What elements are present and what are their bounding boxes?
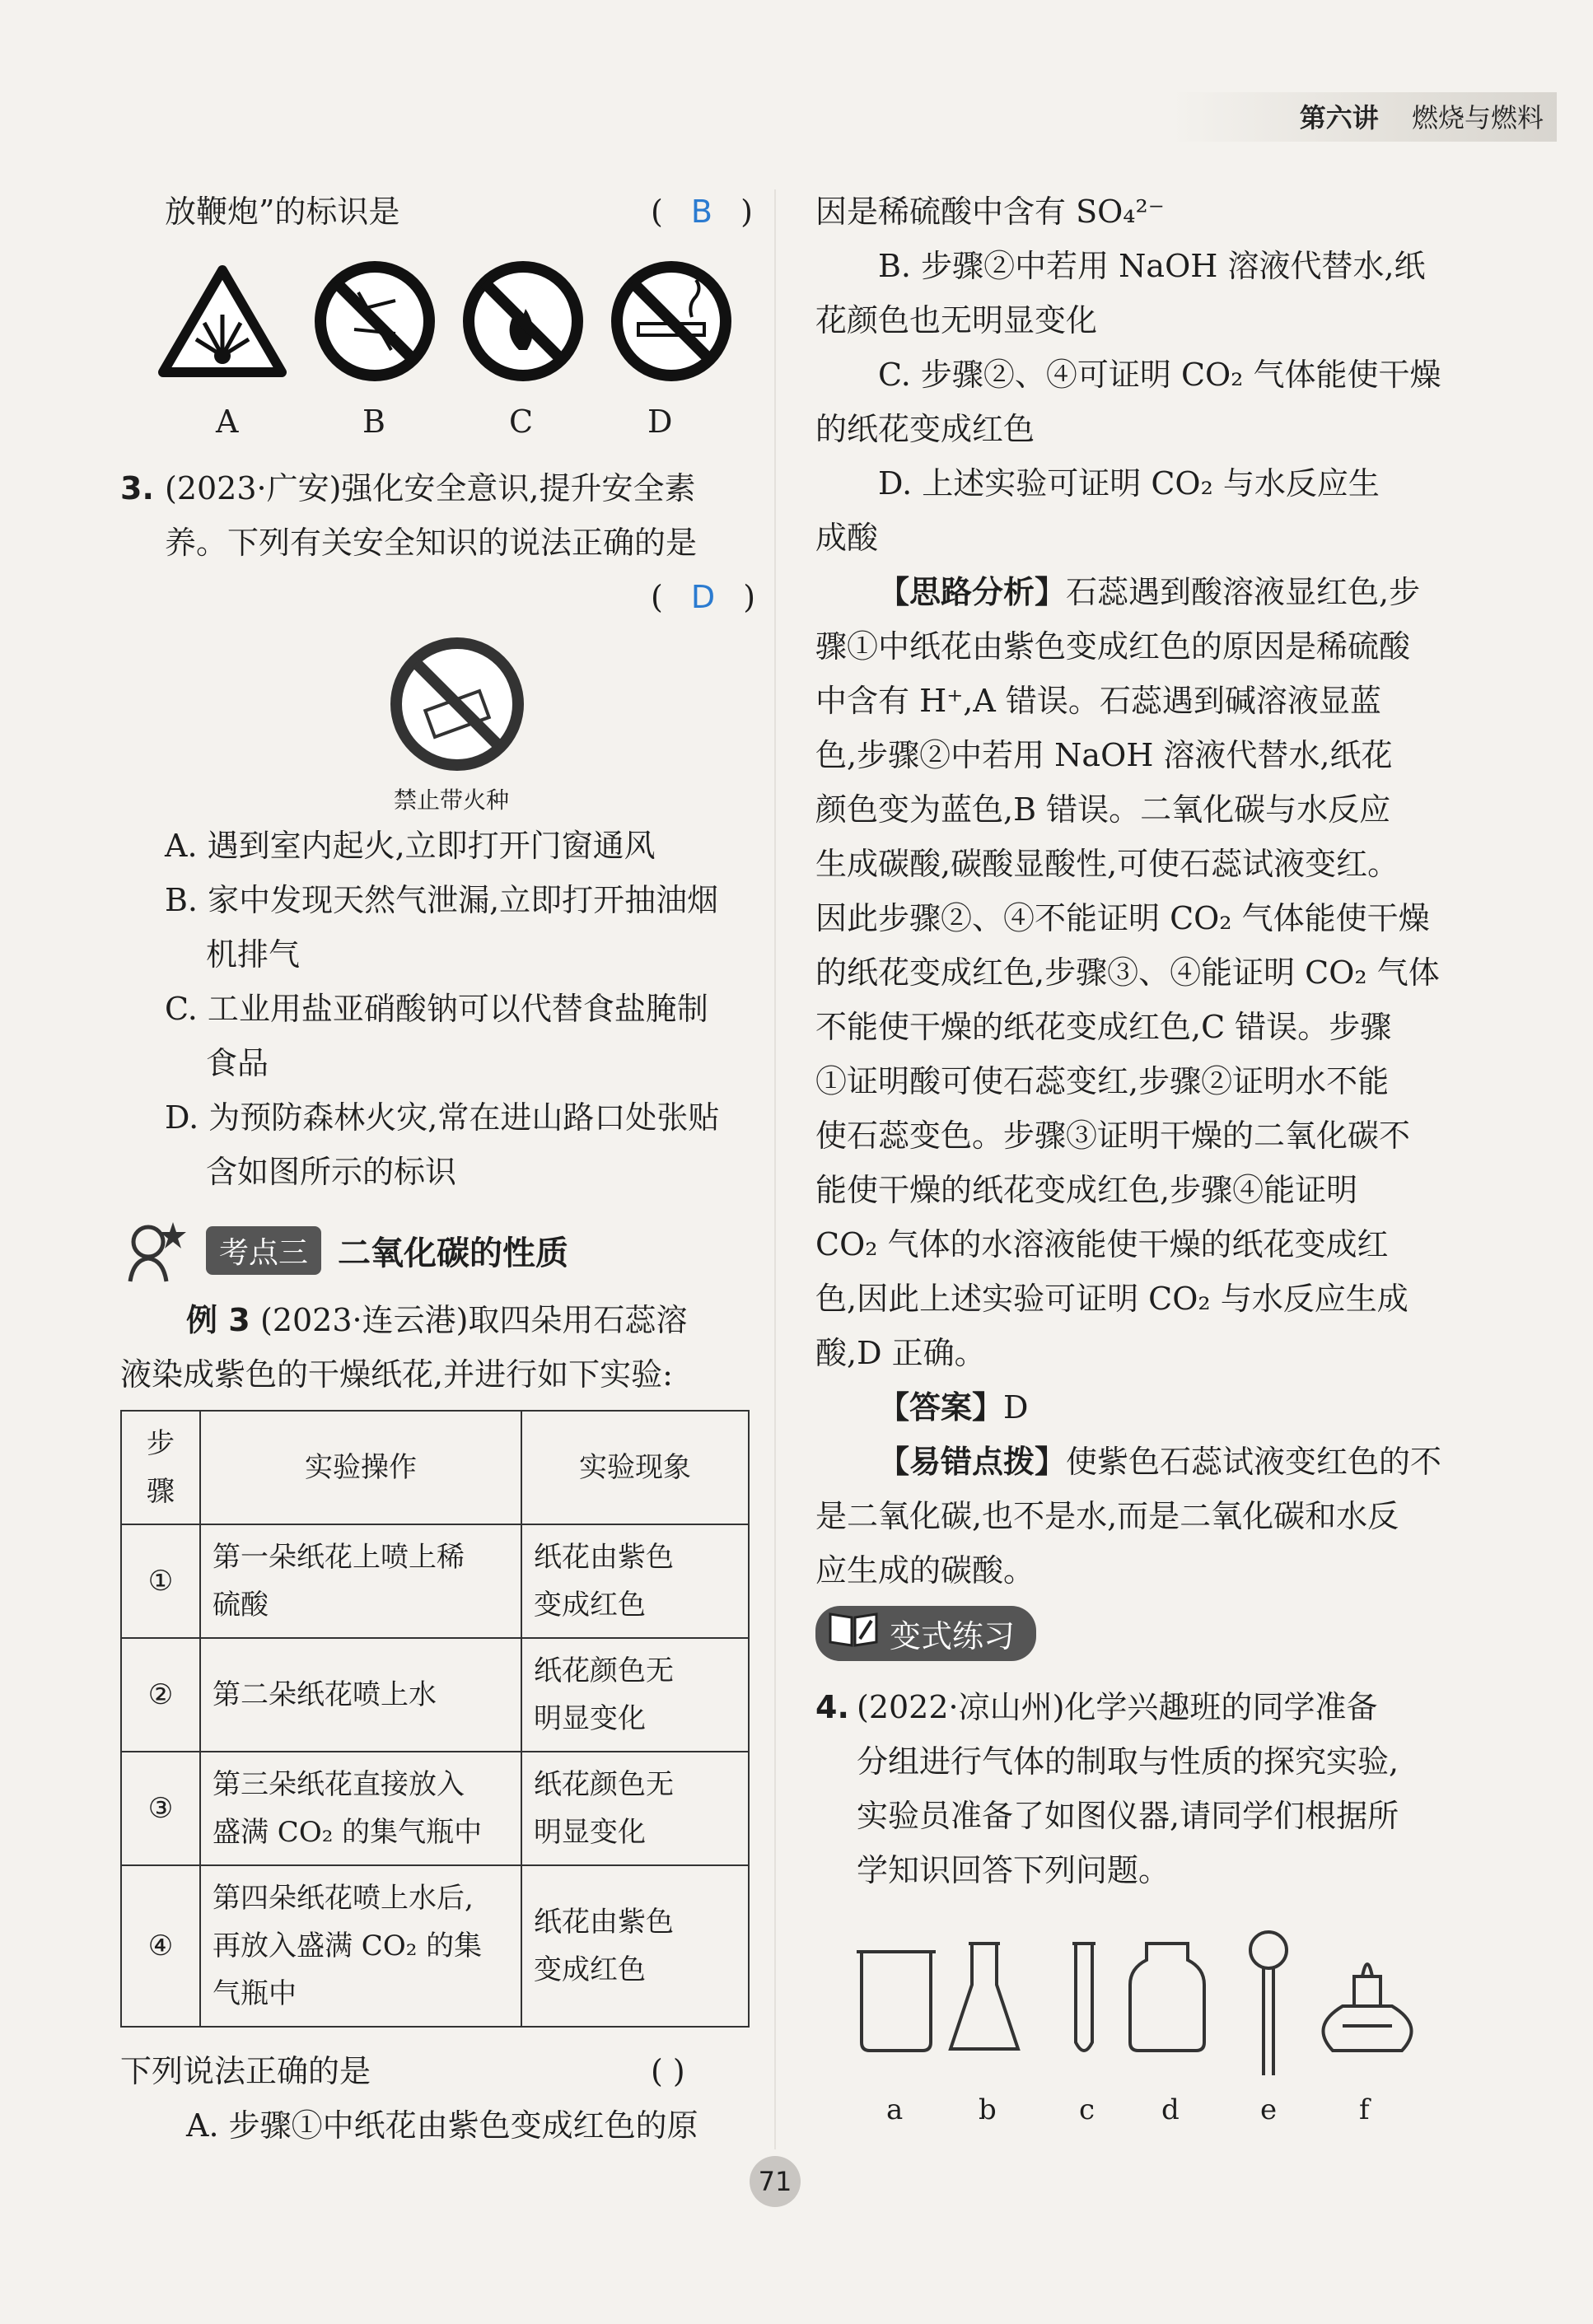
open-book-icon — [827, 1609, 880, 1649]
column-divider — [774, 189, 776, 2149]
analysis-line: 不能使干燥的纸花变成红色,C 错误。步骤 — [815, 1009, 1392, 1045]
explosive-warning-icon — [156, 264, 288, 379]
label-f: f — [1359, 2093, 1370, 2126]
analysis-line: 色,步骤②中若用 NaOH 溶液代替水,纸花 — [815, 737, 1393, 773]
q4-line2: 分组进行气体的制取与性质的探究实验, — [857, 1743, 1399, 1780]
lab-apparatus-figure — [848, 1927, 1441, 2092]
q4-line1: (2022·凉山州)化学兴趣班的同学准备 — [857, 1689, 1378, 1725]
analysis-line: 颜色变为蓝色,B 错误。二氧化碳与水反应 — [815, 791, 1391, 828]
chapter-title: 燃烧与燃料 — [1411, 102, 1544, 133]
no-fire-source-icon — [387, 634, 527, 774]
chapter-label: 第六讲 — [1299, 102, 1379, 133]
table-header-row — [121, 1411, 749, 1524]
analysis-line: 使石蕊变色。步骤③证明干燥的二氧化碳不 — [815, 1118, 1411, 1154]
q3-number: 3. — [120, 470, 154, 506]
analysis-line: 骤①中纸花由紫色变成红色的原因是稀硫酸 — [815, 628, 1411, 665]
ex-option-b2: 花颜色也无明显变化 — [815, 302, 1098, 338]
label-a: a — [886, 2093, 904, 2126]
pitfall-line-0: 【易错点拨】使紫色石蕊试液变红色的不 — [878, 1444, 1442, 1480]
analysis-line: 色,因此上述实验可证明 CO₂ 与水反应生成 — [815, 1281, 1408, 1317]
q3-option-d1: D. 为预防森林火灾,常在进山路口处张贴 — [165, 1099, 720, 1136]
q3-line1: (2023·广安)强化安全意识,提升安全素 — [165, 470, 696, 506]
analysis-line: 生成碳酸,碳酸显酸性,可使石蕊试液变红。 — [815, 846, 1399, 882]
q3-option-c2: 食品 — [206, 1045, 269, 1081]
example-label: 例 3 — [186, 1302, 250, 1338]
q3-option-b1: B. 家中发现天然气泄漏,立即打开抽油烟 — [165, 882, 719, 918]
q4-line3: 实验员准备了如图仪器,请同学们根据所 — [857, 1798, 1399, 1834]
no-open-flame-icon — [461, 259, 585, 383]
table-row: ④ 第四朵纸花喷上水后, 再放入盛满 CO₂ 的集 气瓶中 纸花由紫色 变成红色 — [121, 1865, 749, 2027]
label-a: A — [216, 404, 239, 440]
pitfall-label: 【易错点拨】 — [878, 1444, 1067, 1480]
label-d: d — [1161, 2093, 1180, 2126]
ex-option-a2: 因是稀硫酸中含有 SO₄²⁻ — [815, 194, 1165, 230]
analysis-line: 能使干燥的纸花变成红色,步骤④能证明 — [815, 1172, 1358, 1208]
label-b: B — [362, 404, 385, 440]
table-row: ② 第二朵纸花喷上水 纸花颜色无 明显变化 — [121, 1638, 749, 1752]
topic-tag: 考点三 — [206, 1226, 321, 1275]
page-number: 71 — [750, 2156, 801, 2207]
q3-line2: 养。下列有关安全知识的说法正确的是 — [165, 525, 698, 561]
table-row: ① 第一朵纸花上喷上稀 硫酸 纸花由紫色 变成红色 — [121, 1524, 749, 1638]
q4-number: 4. — [815, 1689, 849, 1725]
topic-heading — [124, 1217, 568, 1283]
analysis-line: ①证明酸可使石蕊变红,步骤②证明水不能 — [815, 1063, 1390, 1099]
pitfall-line: 是二氧化碳,也不是水,而是二氧化碳和水反 — [815, 1498, 1399, 1534]
variant-practice-heading — [815, 1606, 1036, 1661]
header-operation: 实验操作 — [200, 1411, 521, 1524]
answer-line — [878, 1380, 1028, 1435]
variant-title: 变式练习 — [890, 1618, 1016, 1654]
ex-option-c1: C. 步骤②、④可证明 CO₂ 气体能使干燥 — [878, 357, 1441, 393]
header-result: 实验现象 — [521, 1411, 749, 1524]
example-question: 下列说法正确的是 — [120, 2053, 371, 2089]
no-fireworks-icon — [313, 259, 437, 383]
beaker-icon — [857, 1952, 936, 2051]
ex-option-d2: 成酸 — [815, 520, 879, 556]
answer-value: D — [1003, 1389, 1029, 1426]
answer-label: 【答案】 — [878, 1389, 1004, 1426]
alcohol-lamp-icon — [1323, 1964, 1411, 2051]
analysis-line-0: 【思路分析】石蕊遇到酸溶液显红色,步 — [878, 574, 1421, 610]
student-thinking-icon — [124, 1217, 189, 1283]
ex-option-a1: A. 步骤①中纸花由紫色变成红色的原 — [186, 2107, 698, 2144]
label-b: b — [979, 2093, 997, 2126]
q3-option-b2: 机排气 — [206, 936, 301, 973]
running-header — [1300, 97, 1544, 135]
label-c: c — [1079, 2093, 1095, 2126]
analysis-line: 酸,D 正确。 — [815, 1335, 986, 1371]
gas-jar-icon — [1130, 1944, 1204, 2051]
q2-answer: B — [690, 194, 712, 230]
q3-answer: D — [690, 579, 716, 615]
example-line2: 液染成紫色的干燥纸花,并进行如下实验: — [120, 1356, 673, 1393]
example-line1: (2023·连云港)取四朵用石蕊溶 — [260, 1302, 688, 1338]
q2-sign-options — [156, 259, 733, 383]
q3-option-a: A. 遇到室内起火,立即打开门窗通风 — [165, 828, 656, 864]
test-tube-icon — [1072, 1944, 1095, 2051]
label-d: D — [647, 404, 673, 440]
analysis-line: 中含有 H⁺,A 错误。石蕊遇到碱溶液显蓝 — [815, 683, 1381, 719]
q3-option-d2: 含如图所示的标识 — [206, 1154, 457, 1190]
example-answer-paren: ( ) — [651, 2053, 685, 2089]
analysis-line: 因此步骤②、④不能证明 CO₂ 气体能使干燥 — [815, 900, 1430, 936]
topic-title: 二氧化碳的性质 — [338, 1234, 569, 1272]
sign-caption: 禁止带火种 — [394, 786, 510, 814]
analysis-line: 的纸花变成红色,步骤③、④能证明 CO₂ 气体 — [815, 954, 1440, 991]
q3-option-c1: C. 工业用盐亚硝酸钠可以代替食盐腌制 — [165, 991, 708, 1027]
header-step: 步骤 — [121, 1411, 200, 1524]
q3-answer-paren: ( D ) — [651, 579, 756, 615]
q2-tail: 放鞭炮”的标识是 — [165, 194, 400, 230]
label-c: C — [509, 404, 534, 440]
pitfall-line: 应生成的碳酸。 — [815, 1552, 1035, 1589]
experiment-table — [120, 1410, 750, 2028]
analysis-line: CO₂ 气体的水溶液能使干燥的纸花变成红 — [815, 1226, 1389, 1262]
q2-answer-paren: ( B ) — [651, 194, 753, 230]
funnel-icon — [1250, 1932, 1287, 2075]
ex-option-c2: 的纸花变成红色 — [815, 411, 1035, 447]
table-row: ③ 第三朵纸花直接放入 盛满 CO₂ 的集气瓶中 纸花颜色无 明显变化 — [121, 1752, 749, 1865]
ex-option-b1: B. 步骤②中若用 NaOH 溶液代替水,纸 — [878, 248, 1426, 284]
analysis-label: 【思路分析】 — [878, 574, 1067, 610]
no-smoking-icon — [610, 259, 733, 383]
label-e: e — [1260, 2093, 1278, 2126]
ex-option-d1: D. 上述实验可证明 CO₂ 与水反应生 — [878, 465, 1380, 502]
q4-line4: 学知识回答下列问题。 — [857, 1852, 1170, 1888]
conical-flask-icon — [951, 1944, 1018, 2049]
